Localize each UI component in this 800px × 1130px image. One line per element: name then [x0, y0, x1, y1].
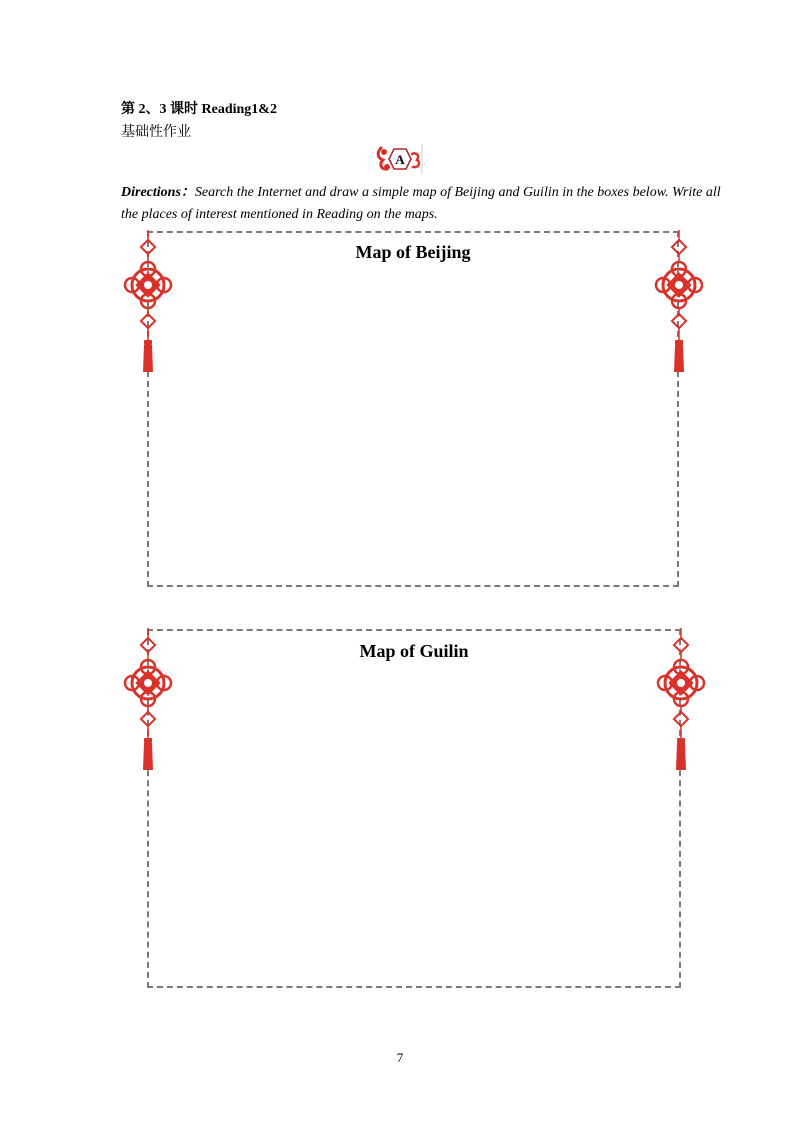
chinese-knot-icon — [653, 230, 705, 375]
chinese-knot-icon — [122, 628, 174, 773]
directions — [121, 182, 721, 226]
section-label: 基础性作业 — [121, 125, 191, 140]
badge-letter: A — [395, 152, 405, 167]
directions-lead: Directions： — [121, 185, 195, 200]
beijing-map-box[interactable] — [147, 231, 679, 587]
lesson-title: 第 2、3 课时 Reading1&2 — [121, 102, 277, 117]
chinese-knot-icon — [122, 230, 174, 375]
badge-a-icon — [375, 142, 425, 176]
directions-text: Search the Internet and draw a simple map of Beijing and Guilin in the boxes below. Write all the places of interest mentioned in Reading on the maps. — [121, 185, 721, 222]
page-number: 7 — [396, 1050, 404, 1065]
beijing-map-title: Map of Beijing — [355, 242, 471, 262]
guilin-map-box[interactable] — [147, 629, 681, 988]
guilin-map-title: Map of Guilin — [359, 641, 469, 661]
chinese-knot-icon — [655, 628, 707, 773]
